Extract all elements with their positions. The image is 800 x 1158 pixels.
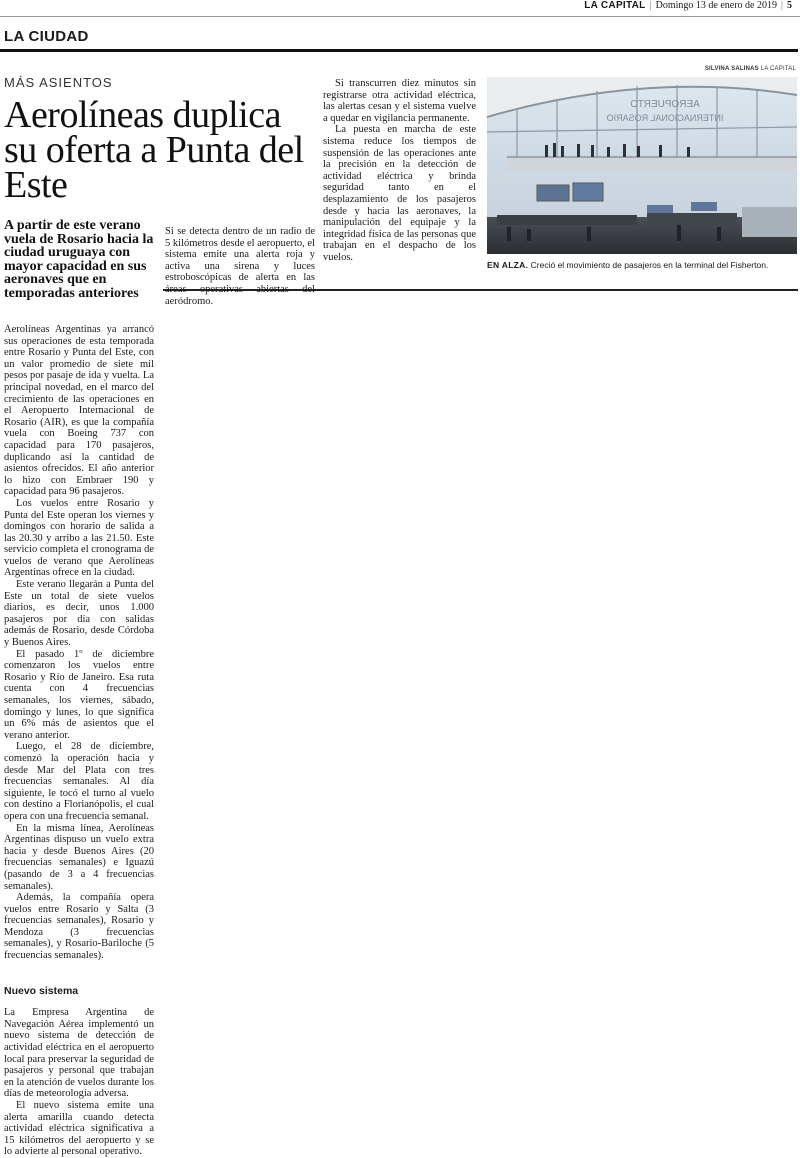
article-deck: A partir de este verano vuela de Rosario hacia la ciudad uruguaya con mayor capacidad en sus aeronaves que en temporadas anteriores [4,218,154,301]
section-rule [0,49,798,52]
caption-lead: EN ALZA. [487,260,529,270]
article-headline: Aerolíneas duplica su oferta a Punta del Este [4,94,304,206]
header-separator: | [649,0,652,11]
page-header [584,0,792,12]
article-column-2 [165,226,315,307]
article-column-3 [323,78,476,264]
body-paragraph: En la misma línea, Aerolíneas Argentinas dispuso un vuelo extra hacia y desde Buenos Aires (20 frecuencias semanales) e Iguazú (pasando de 3 a 4 frecuencias semanales). [4,822,154,892]
header-separator: | [780,0,783,11]
airport-terminal-photo [487,77,797,254]
caption-text: Creció el movimiento de pasajeros en la terminal del Fisherton. [530,260,769,270]
body-paragraph: Si transcurren diez minutos sin registrarse otra actividad eléctrica, las alertas cesan y el sistema vuelve a quedar en vigilancia permanente. [323,78,476,124]
header-rule [0,16,800,17]
body-paragraph: El nuevo sistema emite una alerta amarilla cuando detecta actividad eléctrica significativa a 15 kilómetros del aeropuerto y se lo advierte al personal operativo. [4,1100,154,1158]
body-paragraph: La puesta en marcha de este sistema reduce los tiempos de suspensión de las operaciones ante la precisión en la detección de actividad eléctrica y brinda seguridad tanto en el desplazamiento de los pasajeros desde y hacia las aeronaves, la manipulación del equipaje y la integridad física de las personas que trabajan en el despacho de los vuelos. [323,124,476,263]
newspaper-name: LA CAPITAL [584,0,646,11]
section-title: LA CIUDAD [4,28,89,45]
photo-caption [487,260,799,270]
airport-sign-text: AEROPUERTO [630,99,700,110]
body-paragraph: Este verano llegarán a Punta del Este un total de siete vuelos diarios, es decir, unos 1.000 pasajeros por día con salidas además de Rosario, desde Córdoba y Buenos Aires. [4,579,154,649]
body-paragraph: Los vuelos entre Rosario y Punta del Este operan los viernes y domingos con horario de salida a las 20.30 y arribo a las 21.50. Este servicio completa el cronograma de vuelos de verano que Aerolíneas Argentinas ofrece en la ciudad. [4,497,154,579]
body-paragraph: Aerolíneas Argentinas ya arrancó sus operaciones de esta temporada entre Rosario y Punta del Este, con un valor promedio de siete mil pesos por pasaje de ida y vuelta. La principal novedad, en el marco del crecimiento de las operaciones en el Aeropuerto Internacional de Rosario (AIR), es que la compañía vuela con Boeing 737 con capacidad para 170 pasajeros, duplicando así la cantidad de asientos ofrecidos. El año anterior lo hizo con Embraer 190 y capacidad para 96 pasajeros. [4,324,154,498]
issue-date: Domingo 13 de enero de 2019 [655,0,777,11]
article-column-1 [4,324,154,1158]
airport-sign-text: INTERNACIONAL ROSARIO [606,113,724,123]
body-paragraph: Además, la compañía opera vuelos entre Rosario y Salta (3 frecuencias semanales), Rosario y Mendoza (3 frecuencias semanales), y Rosario-Bariloche (5 frecuencias semanales). [4,892,154,962]
article-kicker: MÁS ASIENTOS [4,75,113,90]
body-paragraph: El pasado 1º de diciembre comenzaron los vuelos entre Rosario y Río de Janeiro. Esa ruta cuenta con 4 frecuencias semanales, los viernes, sábado, domingo y lunes, lo que significa un 6% más de asientos que el verano anterior. [4,648,154,741]
body-paragraph: Si se detecta dentro de un radio de 5 kilómetros desde el aeropuerto, el sistema emite una alerta roja y activa una sirena y luces estroboscópicas de alerta en las áreas operativas abiertas del aeródromo. [165,226,315,307]
photo-credit: SILVINA SALINAS LA CAPITAL [704,66,796,72]
article-subhead: Nuevo sistema [4,984,79,997]
body-paragraph: La Empresa Argentina de Navegación Aérea implementó un nuevo sistema de detección de actividad eléctrica en el aeropuerto local para preservar la seguridad de pasajeros y personal que trabajan en la atención de vuelos durante los días de meteorología adversa. [4,1007,154,1100]
body-paragraph: Luego, el 28 de diciembre, comenzó la operación hacia y desde Mar del Plata con tres frecuencias semanales. Al día siguiente, le tocó el turno al vuelo con destino a Florianópolis, el cual opera con una frecuencia semanal. [4,741,154,822]
page-number: 5 [787,0,792,11]
